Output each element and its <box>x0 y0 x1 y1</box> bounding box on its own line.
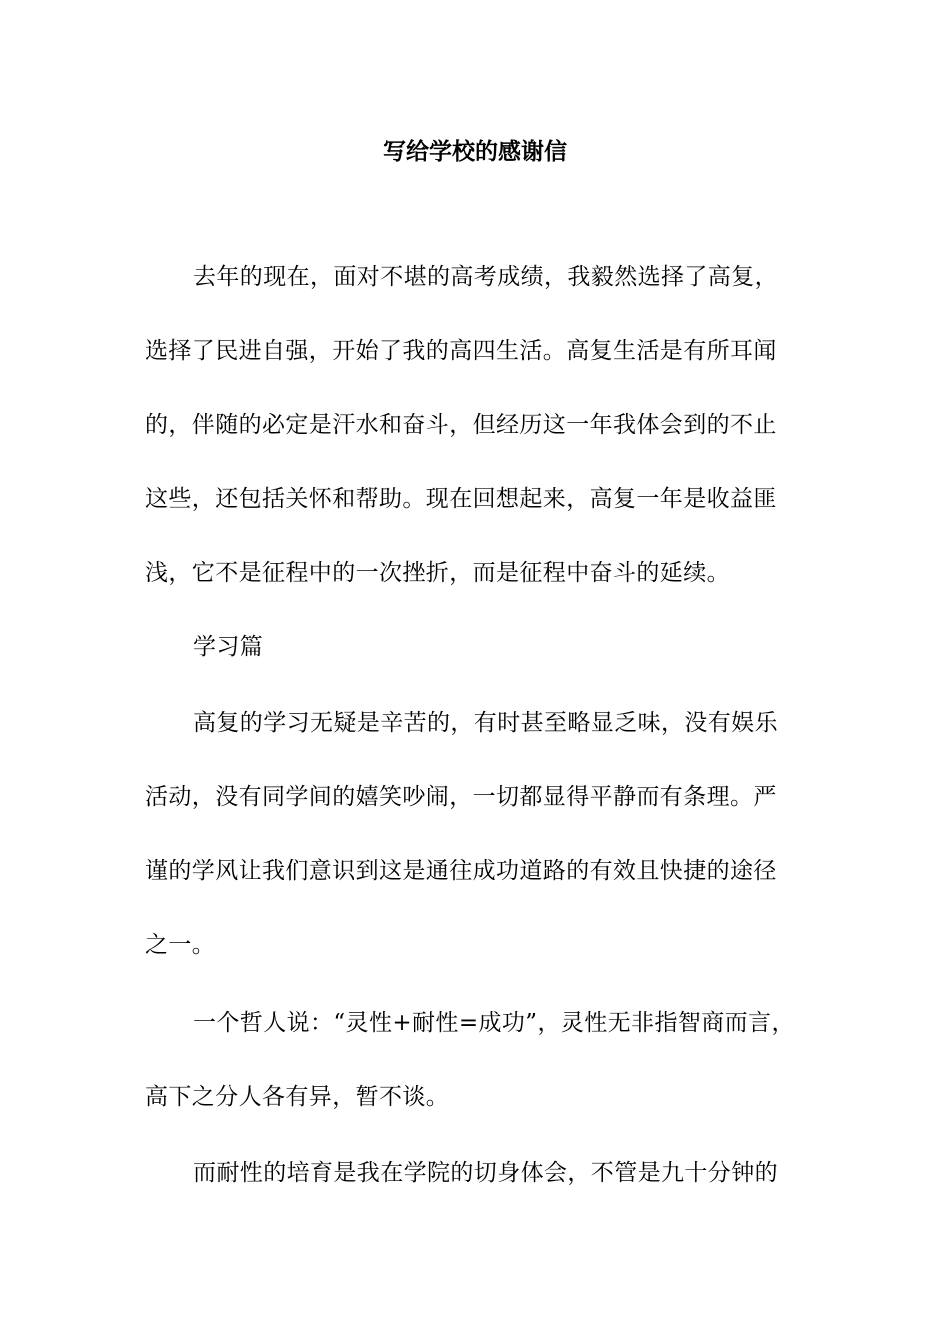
paragraph-line: 活动，没有同学间的嬉笑吵闹，一切都显得平静而有条理。严 <box>145 784 777 810</box>
paragraph-line: 的，伴随的必定是汗水和奋斗，但经历这一年我体会到的不止 <box>145 412 777 438</box>
paragraph-line: 高复的学习无疑是辛苦的，有时甚至略显乏味，没有娱乐 <box>193 710 778 736</box>
paragraph-line: 选择了民进自强，开始了我的高四生活。高复生活是有所耳闻 <box>145 338 777 364</box>
paragraph-line: 一个哲人说：“灵性+耐性=成功”，灵性无非指智商而言， <box>193 1010 795 1036</box>
section-heading: 学习篇 <box>193 634 264 660</box>
paragraph-line: 高下之分人各有异，暂不谈。 <box>145 1084 450 1110</box>
paragraph-line: 去年的现在，面对不堪的高考成绩，我毅然选择了高复， <box>193 264 778 290</box>
document-title: 写给学校的感谢信 <box>383 138 567 165</box>
paragraph-line: 浅，它不是征程中的一次挫折，而是征程中奋斗的延续。 <box>145 560 730 586</box>
paragraph-line: 谨的学风让我们意识到这是通往成功道路的有效且快捷的途径 <box>145 858 777 884</box>
paragraph-line: 而耐性的培育是我在学院的切身体会，不管是九十分钟的 <box>193 1160 778 1186</box>
paragraph-line: 这些，还包括关怀和帮助。现在回想起来，高复一年是收益匪 <box>145 486 777 512</box>
paragraph-line: 之一。 <box>145 932 216 958</box>
